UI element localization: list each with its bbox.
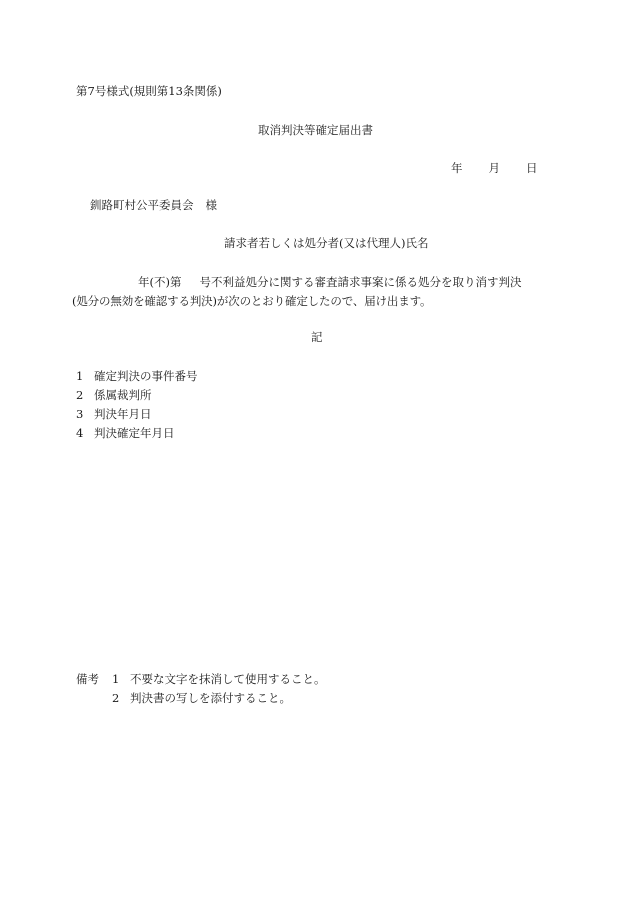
case-year-label: 年(不)第 (138, 275, 182, 289)
body-paragraph (72, 273, 562, 311)
item-label: 判決年月日 (94, 407, 152, 421)
notes-section (76, 670, 326, 708)
document-title: 取消判決等確定届出書 (258, 123, 373, 137)
item-list (76, 367, 198, 443)
item-number: 1 (76, 369, 84, 383)
addressee-name: 釧路町村公平委員会 (90, 198, 194, 212)
date-month-label: 月 (488, 161, 500, 175)
note-text: 不要な文字を抹消して使用すること。 (130, 672, 326, 686)
body-line-1 (72, 273, 562, 292)
record-mark: 記 (311, 330, 323, 344)
body-line-1-text: 号不利益処分に関する審査請求事案に係る処分を取り消す判決 (199, 275, 522, 289)
list-item (76, 405, 198, 424)
item-number: 3 (76, 407, 84, 421)
note-number: 2 (112, 691, 120, 705)
date-year-label: 年 (451, 161, 463, 175)
addressee-honorific: 様 (205, 198, 217, 212)
note-text: 判決書の写しを添付すること。 (130, 691, 291, 705)
addressee (90, 198, 217, 212)
list-item (76, 386, 198, 405)
list-item (76, 367, 198, 386)
item-label: 確定判決の事件番号 (94, 369, 198, 383)
date-line (451, 161, 538, 175)
form-number: 第7号様式(規則第13条関係) (76, 84, 222, 98)
item-number: 2 (76, 388, 84, 402)
item-label: 係属裁判所 (94, 388, 152, 402)
body-line-2: (処分の無効を確認する判決)が次のとおり確定したので、届け出ます。 (72, 294, 432, 308)
list-item (76, 424, 198, 443)
item-label: 判決確定年月日 (94, 426, 175, 440)
note-row (76, 670, 326, 689)
note-number: 1 (112, 672, 120, 686)
date-day-label: 日 (526, 161, 538, 175)
notes-label: 備考 (76, 672, 99, 686)
note-row (76, 689, 326, 708)
claimant-name-label: 請求者若しくは処分者(又は代理人)氏名 (224, 236, 429, 250)
item-number: 4 (76, 426, 84, 440)
